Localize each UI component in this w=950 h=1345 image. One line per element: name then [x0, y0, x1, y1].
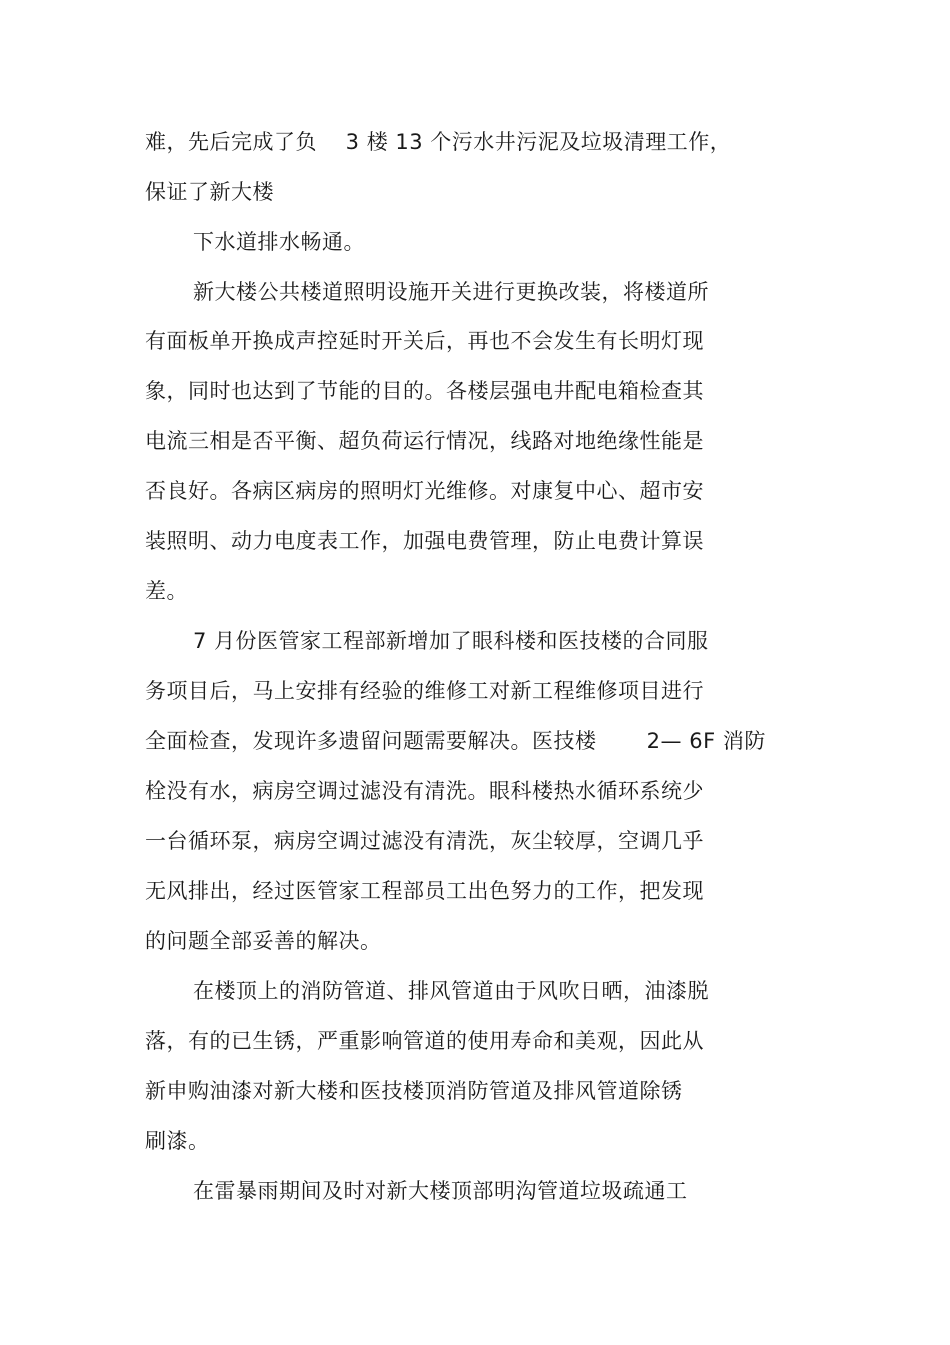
text-line: 否良好。各病区病房的照明灯光维修。对康复中心、超市安 [145, 479, 704, 503]
text-line: 象，同时也达到了节能的目的。各楼层强电井配电箱检查其 [145, 379, 704, 403]
text-line: 全面检查，发现许多遗留问题需要解决。医技楼 2— 6F 消防 [145, 729, 766, 753]
paragraph-start: 下水道排水畅通。 [193, 230, 365, 254]
text-line: 落，有的已生锈，严重影响管道的使用寿命和美观，因此从 [145, 1029, 704, 1053]
text-line: 差。 [145, 579, 188, 603]
text-line: 新申购油漆对新大楼和医技楼顶消防管道及排风管道除锈 [145, 1079, 683, 1103]
text-line: 一台循环泵，病房空调过滤没有清洗，灰尘较厚，空调几乎 [145, 829, 704, 853]
text-line: 电流三相是否平衡、超负荷运行情况，线路对地绝缘性能是 [145, 429, 704, 453]
text-line: 无风排出，经过医管家工程部员工出色努力的工作，把发现 [145, 879, 704, 903]
text-line: 保证了新大楼 [145, 180, 274, 204]
text-line: 栓没有水，病房空调过滤没有清洗。眼科楼热水循环系统少 [145, 779, 704, 803]
paragraph-start: 在雷暴雨期间及时对新大楼顶部明沟管道垃圾疏通工 [193, 1179, 688, 1203]
text-line: 难，先后完成了负 3 楼 13 个污水井污泥及垃圾清理工作， [145, 130, 732, 154]
text-line: 的问题全部妥善的解决。 [145, 929, 382, 953]
paragraph-start: 7 月份医管家工程部新增加了眼科楼和医技楼的合同服 [193, 629, 709, 653]
text-line: 务项目后，马上安排有经验的维修工对新工程维修项目进行 [145, 679, 704, 703]
text-line: 有面板单开换成声控延时开关后，再也不会发生有长明灯现 [145, 329, 704, 353]
paragraph-start: 新大楼公共楼道照明设施开关进行更换改装，将楼道所 [193, 280, 709, 304]
text-line: 装照明、动力电度表工作，加强电费管理，防止电费计算误 [145, 529, 704, 553]
paragraph-start: 在楼顶上的消防管道、排风管道由于风吹日晒，油漆脱 [193, 979, 709, 1003]
text-line: 刷漆。 [145, 1129, 210, 1153]
